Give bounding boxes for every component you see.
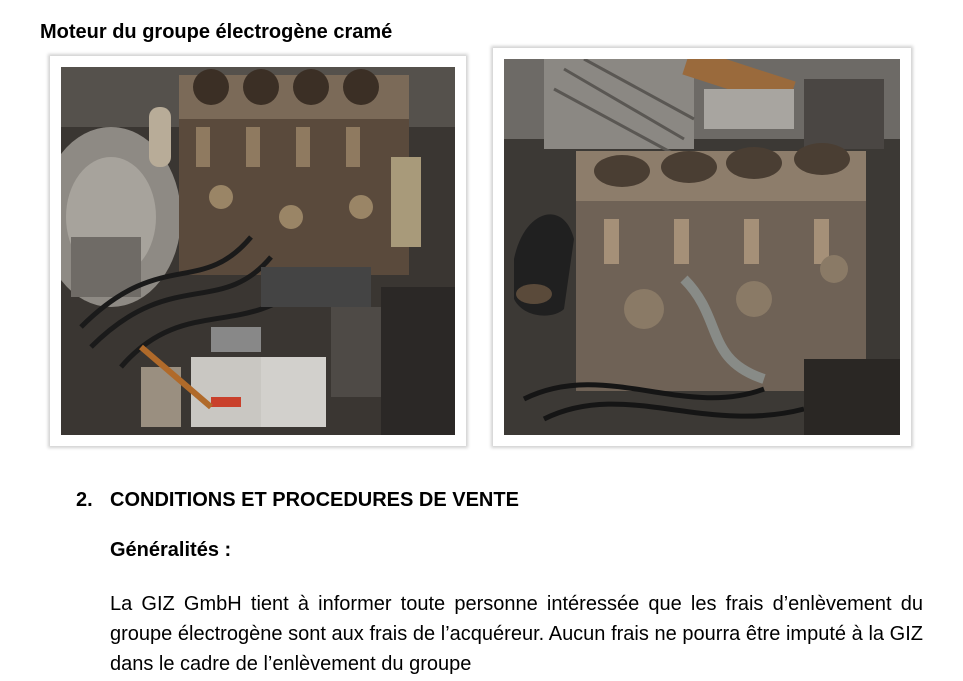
section-number: 2. — [76, 489, 93, 511]
burnt-engine-block-photo-left-icon — [61, 67, 455, 435]
subheading-generalites: Généralités : — [110, 539, 232, 561]
body-paragraph: La GIZ GmbH tient à informer toute personne intéressée que les frais d’enlèvement du groupe électrogène sont aux frais de l’acquéreur. Aucun frais ne pourra être imputé à la GIZ dans le cadre de l’enlèvement du groupe — [110, 593, 923, 675]
photo-caption: Moteur du groupe électrogène cramé — [40, 21, 393, 43]
engine-photo-left — [50, 56, 466, 446]
engine-photo-right — [493, 48, 911, 446]
section-title: CONDITIONS ET PROCEDURES DE VENTE — [110, 489, 519, 511]
burnt-engine-block-photo-right-icon — [504, 59, 900, 435]
section-heading — [76, 488, 519, 512]
